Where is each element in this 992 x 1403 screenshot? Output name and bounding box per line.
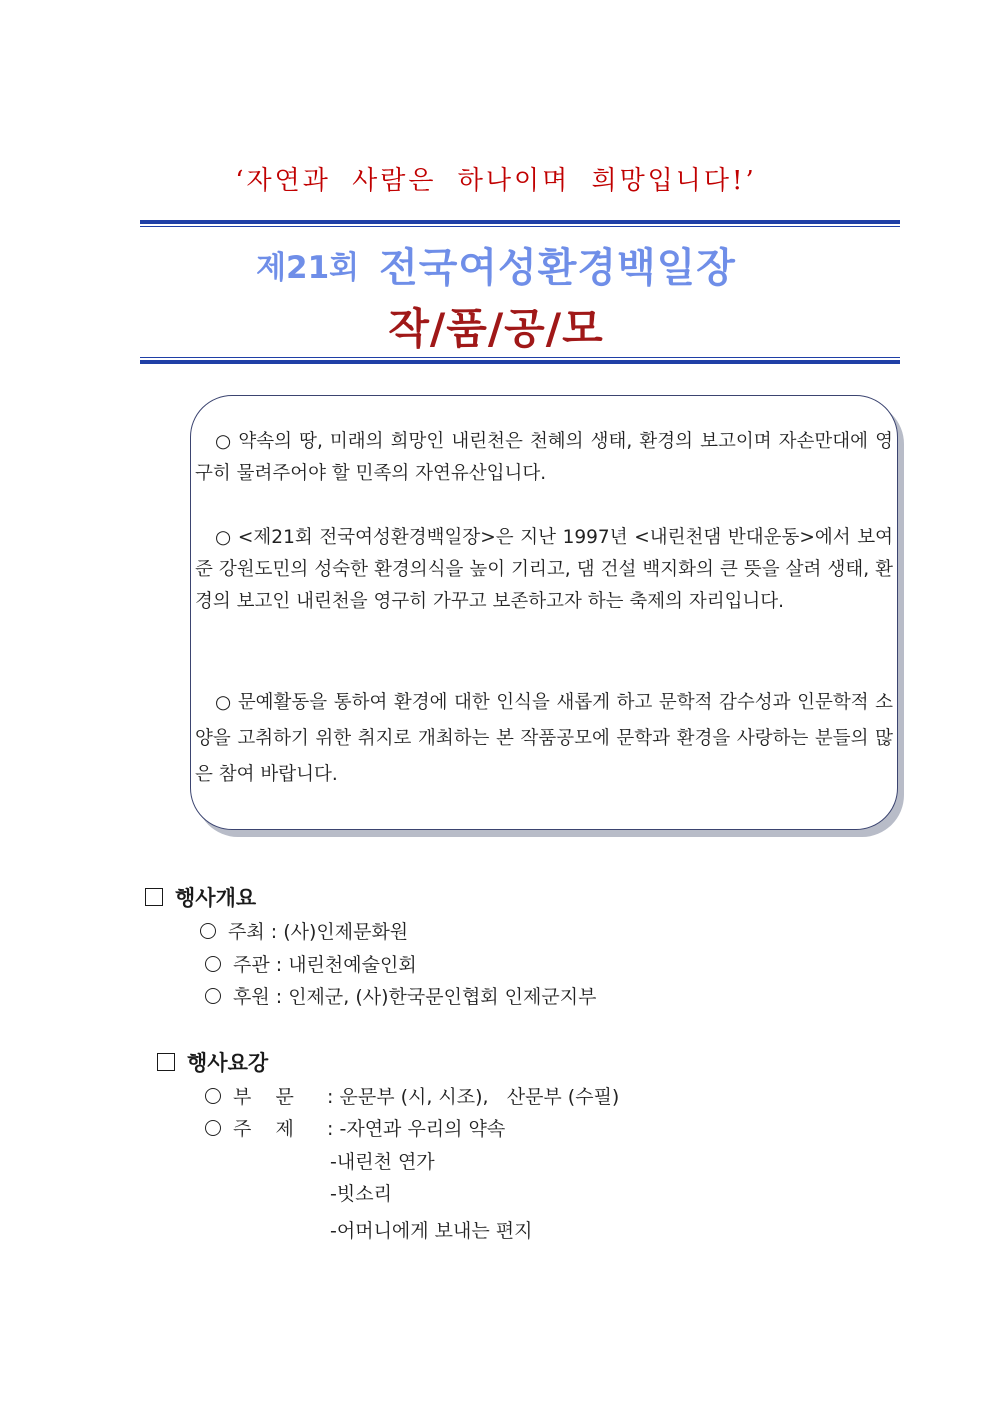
circle-bullet-icon: ○	[215, 431, 233, 452]
item-value: (사)인제문화원	[283, 921, 409, 943]
overview-heading-text: 행사개요	[175, 886, 257, 910]
square-bullet-icon	[145, 888, 163, 906]
item-separator: :	[269, 986, 289, 1008]
event-title	[0, 236, 992, 293]
item-label: 후원	[233, 986, 270, 1008]
item-label: 주관	[233, 954, 270, 976]
item-separator: :	[264, 921, 284, 943]
guidelines-heading-text: 행사요강	[187, 1051, 269, 1075]
item-separator: :	[321, 1118, 340, 1140]
circle-bullet-icon	[205, 956, 221, 972]
circle-bullet-icon: ○	[215, 527, 232, 548]
overview-heading	[145, 882, 256, 912]
item-separator: :	[269, 954, 289, 976]
item-label: 주최	[228, 921, 265, 943]
event-subtitle: 작/품/공/모	[388, 304, 604, 353]
intro-paragraph	[195, 685, 893, 793]
theme-topic: -내린천 연가	[330, 1151, 435, 1173]
theme-topic: -어머니에게 보내는 편지	[330, 1220, 533, 1242]
top-divider	[140, 220, 900, 227]
theme-topic: -자연과 우리의 약속	[339, 1118, 506, 1140]
item-value: 인제군, (사)한국문인협회 인제군지부	[288, 986, 597, 1008]
overview-item-host	[200, 917, 408, 944]
theme-topic: -빗소리	[330, 1183, 392, 1205]
edition-label: 제21회	[256, 250, 360, 286]
intro-paragraph-text: 약속의 땅, 미래의 희망인 내린천은 천혜의 생태, 환경의 보고이며 자손만대에 영구히 물려주어야 할 민족의 자연유산입니다.	[195, 431, 893, 484]
intro-box	[190, 395, 898, 830]
bottom-divider	[140, 357, 900, 364]
overview-item-sponsor	[205, 982, 596, 1009]
circle-bullet-icon	[205, 1120, 221, 1136]
intro-paragraph-text: 문예활동을 통하여 환경에 대한 인식을 새롭게 하고 문학적 감수성과 인문학적 소양을 고취하기 위한 취지로 개최하는 본 작품공모에 문학과 환경을 사랑하는 분들의 많은 참여 바랍니다.	[195, 692, 893, 785]
circle-bullet-icon	[200, 923, 216, 939]
item-label: 부 문	[233, 1086, 294, 1108]
guidelines-heading	[157, 1047, 268, 1077]
item-value: 운문부 (시, 시조), 산문부 (수필)	[339, 1086, 620, 1108]
circle-bullet-icon	[205, 988, 221, 1004]
guidelines-item-division	[205, 1082, 619, 1109]
intro-paragraph	[195, 522, 893, 618]
overview-item-organizer	[205, 950, 417, 977]
intro-paragraph-text: <제21회 전국여성환경백일장>은 지난 1997년 <내린천댐 반대운동>에서 보여 준 강원도민의 성숙한 환경의식을 높이 기리고, 댐 건설 백지화의 큰 뜻을 살려 생태, 환경의 보고인 내린천을 영구히 가꾸고 보존하고자 하는 축제의 자리입니다.	[195, 527, 893, 612]
event-name: 전국여성환경백일장	[379, 245, 736, 291]
item-separator: :	[321, 1086, 340, 1108]
item-label: 주 제	[233, 1118, 294, 1140]
circle-bullet-icon: ○	[215, 692, 232, 713]
slogan: ‘자연과 사람은 하나이며 희망입니다!’	[235, 166, 757, 196]
guidelines-item-theme	[205, 1114, 505, 1141]
item-value: 내린천예술인회	[288, 954, 417, 976]
square-bullet-icon	[157, 1053, 175, 1071]
circle-bullet-icon	[205, 1088, 221, 1104]
intro-paragraph	[195, 426, 893, 490]
